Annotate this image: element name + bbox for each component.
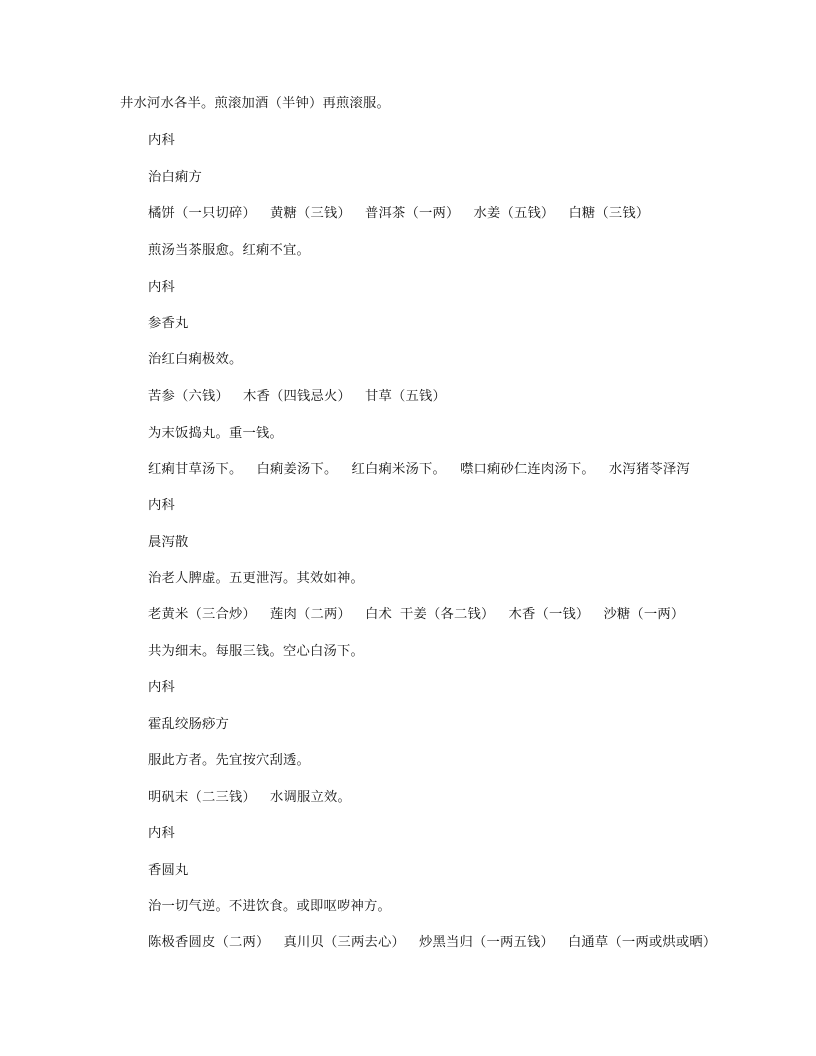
section-heading: 内科 [148,133,175,148]
section-heading: 内科 [148,680,175,695]
ingredient: 真川贝（三两去心） [283,935,405,950]
ingredient: 莲肉（二两） [269,607,351,622]
section-heading: 内科 [148,826,175,841]
ingredient: 炒黑当归（一两五钱） [418,935,554,950]
ingredient: 明矾末（二三钱） [148,790,256,805]
ingredient-line [148,935,716,951]
ingredient: 陈极香圆皮（二两） [148,935,270,950]
ingredient: 水姜（五钱） [473,206,555,221]
recipe-title: 晨泻散 [148,535,189,550]
recipe-title: 霍乱绞肠痧方 [148,717,229,732]
ingredient: 沙糖（一两） [603,607,685,622]
text-line: 治老人脾虚。五更泄泻。其效如神。 [148,571,364,586]
ingredient: 黄糖（三钱） [269,206,351,221]
ingredient-line [148,607,684,623]
ingredient-line [148,790,351,806]
usage-note: 红白痢米汤下。 [351,462,446,477]
ingredient: 白术 [364,607,392,622]
usage-note: 水泻猪苓泽泻 [608,462,690,477]
ingredient: 甘草（五钱） [364,389,446,404]
usage-note: 白痢姜汤下。 [256,462,338,477]
usage-line [148,462,690,478]
ingredient-line [148,206,649,222]
text-line: 井水河水各半。煎滚加酒（半钟）再煎滚服。 [120,96,390,111]
recipe-title: 参香丸 [148,316,189,331]
ingredient: 苦参（六钱） [148,389,229,404]
ingredient: 木香（一钱） [508,607,590,622]
ingredient: 普洱茶（一两） [364,206,460,221]
text-line: 煎汤当茶服愈。红痢不宜。 [148,243,310,258]
usage-note: 噤口痢砂仁连肉汤下。 [459,462,595,477]
text-line: 治一切气逆。不进饮食。或即呕哕神方。 [148,899,391,914]
ingredient: 木香（四钱忌火） [242,389,351,404]
ingredient: 干姜（各二钱） [399,607,495,622]
ingredient: 老黄米（三合炒） [148,607,256,622]
ingredient: 橘饼（一只切碎） [148,206,256,221]
text-line: 共为细末。每服三钱。空心白汤下。 [148,644,364,659]
text-line: 为末饭捣丸。重一钱。 [148,426,283,441]
ingredient: 白糖（三钱） [568,206,650,221]
usage-note: 红痢甘草汤下。 [148,462,243,477]
usage-note: 水调服立效。 [269,790,351,805]
recipe-title: 治白痢方 [148,170,202,185]
text-line: 服此方者。先宜按穴刮透。 [148,753,310,768]
recipe-title: 香圆丸 [148,863,189,878]
section-heading: 内科 [148,498,175,513]
section-heading: 内科 [148,280,175,295]
ingredient-line [148,389,446,405]
text-line: 治红白痢极效。 [148,352,243,367]
ingredient: 白通草（一两或烘或晒） [567,935,717,950]
